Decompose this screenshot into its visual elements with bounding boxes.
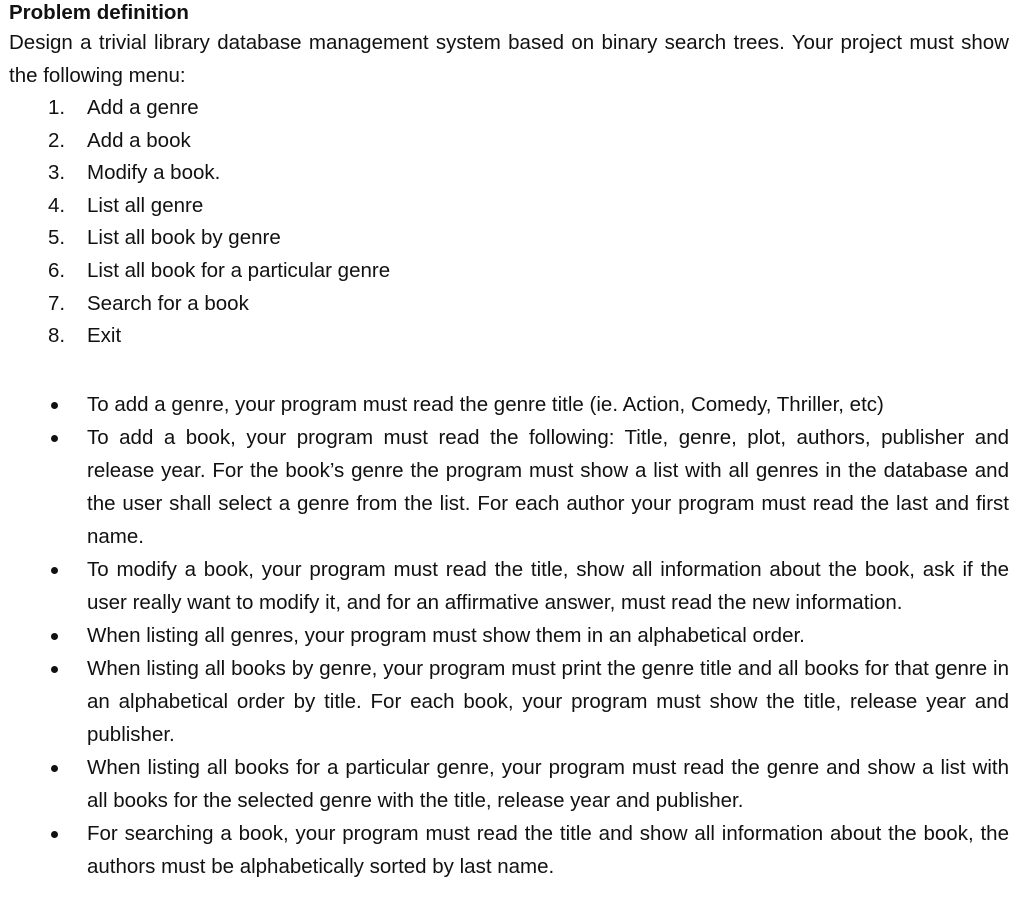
requirement-text: For searching a book, your program must read the title and show all information about the book, the authors must be alphabetically sorted by last name. bbox=[87, 821, 1009, 878]
menu-item bbox=[9, 125, 1009, 158]
menu-item-label: Add a book bbox=[87, 128, 191, 152]
menu-item bbox=[9, 157, 1009, 190]
menu-item-label: Modify a book. bbox=[87, 161, 221, 185]
menu-item-label: List all book by genre bbox=[87, 226, 281, 250]
menu-item-number: 3. bbox=[48, 161, 66, 185]
requirement-item bbox=[9, 421, 1009, 553]
menu-item bbox=[9, 288, 1009, 321]
menu-item-label: Add a genre bbox=[87, 96, 199, 119]
requirement-text: When listing all books by genre, your program must print the genre title and all books for that genre in an alphabetical order by title. For each book, your program must show the title, release year and publisher. bbox=[87, 656, 1009, 746]
menu-item-number: 7. bbox=[48, 291, 66, 315]
menu-item-label: Search for a book bbox=[87, 291, 249, 315]
menu-list bbox=[9, 92, 1009, 353]
menu-item-number: 8. bbox=[48, 324, 66, 348]
requirements-list bbox=[9, 388, 1009, 883]
intro-paragraph: Design a trivial library database management system based on binary search trees. Your project must show the following menu: bbox=[9, 31, 1009, 87]
menu-item-label: List all genre bbox=[87, 193, 204, 217]
requirement-item bbox=[9, 751, 1009, 817]
requirement-text: When listing all genres, your program must show them in an alphabetical order. bbox=[87, 623, 805, 647]
document-page bbox=[9, 0, 1009, 883]
requirement-text: To modify a book, your program must read the title, show all information about the book, ask if the user really want to modify it, and for an affirmative answer, must read the new information. bbox=[87, 557, 1009, 614]
requirement-text: To add a book, your program must read the following: Title, genre, plot, authors, publisher and release year. For the book’s genre the program must show a list with all genres in the database and the user shall select a genre from the list. For each author your program must read the last and first name. bbox=[87, 425, 1009, 548]
section-heading: Problem definition bbox=[9, 1, 189, 24]
requirement-item bbox=[9, 619, 1009, 652]
requirement-text: When listing all books for a particular genre, your program must read the genre and show a list with all books for the selected genre with the title, release year and publisher. bbox=[87, 755, 1009, 812]
requirement-item bbox=[9, 553, 1009, 619]
bullet-dot-icon bbox=[51, 435, 58, 442]
menu-item bbox=[9, 92, 1009, 125]
menu-item bbox=[9, 320, 1009, 353]
menu-item-number: 1. bbox=[48, 96, 66, 119]
requirement-text: To add a genre, your program must read the genre title (ie. Action, Comedy, Thriller, etc) bbox=[87, 392, 884, 416]
bullet-dot-icon bbox=[51, 402, 58, 409]
menu-item bbox=[9, 255, 1009, 288]
bullet-dot-icon bbox=[51, 831, 58, 838]
menu-item-number: 6. bbox=[48, 258, 66, 282]
menu-item-label: List all book for a particular genre bbox=[87, 258, 391, 282]
menu-item bbox=[9, 190, 1009, 223]
section-spacer bbox=[9, 353, 1009, 388]
menu-item-number: 5. bbox=[48, 226, 66, 250]
requirement-item bbox=[9, 652, 1009, 751]
menu-item-number: 4. bbox=[48, 193, 66, 217]
menu-item-number: 2. bbox=[48, 128, 66, 152]
bullet-dot-icon bbox=[51, 765, 58, 772]
bullet-dot-icon bbox=[51, 567, 58, 574]
menu-item bbox=[9, 222, 1009, 255]
requirement-item bbox=[9, 817, 1009, 883]
bullet-dot-icon bbox=[51, 666, 58, 673]
bullet-dot-icon bbox=[51, 633, 58, 640]
requirement-item bbox=[9, 388, 1009, 421]
menu-item-label: Exit bbox=[87, 324, 122, 348]
